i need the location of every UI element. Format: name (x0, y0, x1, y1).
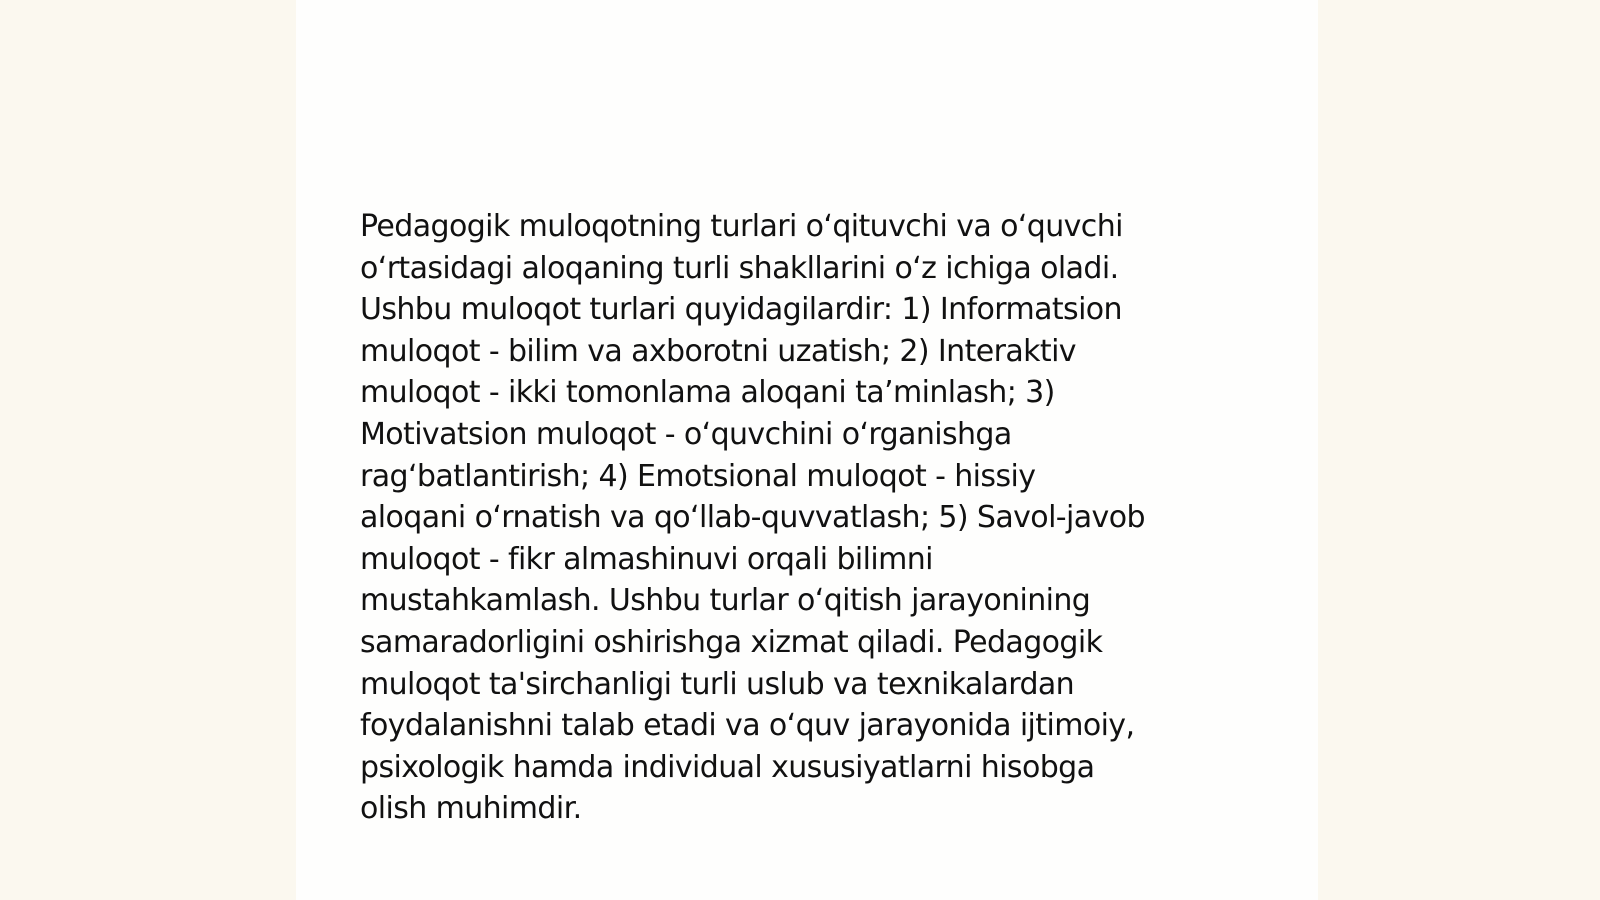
body-line: Ushbu muloqot turlari quyidagilardir: 1) Informatsion (360, 292, 1122, 328)
body-line: muloqot - ikki tomonlama aloqani taʼminlash; 3) (360, 375, 1055, 411)
body-line: psixologik hamda individual xususiyatlarni hisobga (360, 749, 1095, 785)
body-line: ragʻbatlantirish; 4) Emotsional muloqot - hissiy (360, 458, 1036, 494)
body-line: Pedagogik muloqotning turlari oʻqituvchi va oʻquvchi (360, 209, 1123, 244)
body-line: muloqot - bilim va axborotni uzatish; 2) Interaktiv (360, 333, 1076, 369)
left-margin-background (0, 0, 296, 900)
body-line: oʻrtasidagi aloqaning turli shakllarini oʻz ichiga oladi. (360, 250, 1119, 286)
body-line: foydalanishni talab etadi va oʻquv jarayonida ijtimoiy, (360, 708, 1135, 744)
right-margin-background (1318, 0, 1600, 900)
body-line: samaradorligini oshirishga xizmat qiladi. Pedagogik (360, 624, 1103, 660)
slide-page (296, 0, 1318, 900)
body-line: aloqani oʻrnatish va qoʻllab-quvvatlash; 5) Savol-javob (360, 500, 1145, 536)
body-line: mustahkamlash. Ushbu turlar oʻqitish jarayonining (360, 583, 1091, 619)
body-line: Motivatsion muloqot - oʻquvchini oʻrganishga (360, 416, 1012, 452)
body-line: olish muhimdir. (360, 791, 582, 827)
body-line: muloqot - fikr almashinuvi orqali bilimni (360, 541, 933, 577)
body-line: muloqot ta'sirchanligi turli uslub va texnikalardan (360, 666, 1075, 702)
body-paragraph (360, 206, 1260, 830)
